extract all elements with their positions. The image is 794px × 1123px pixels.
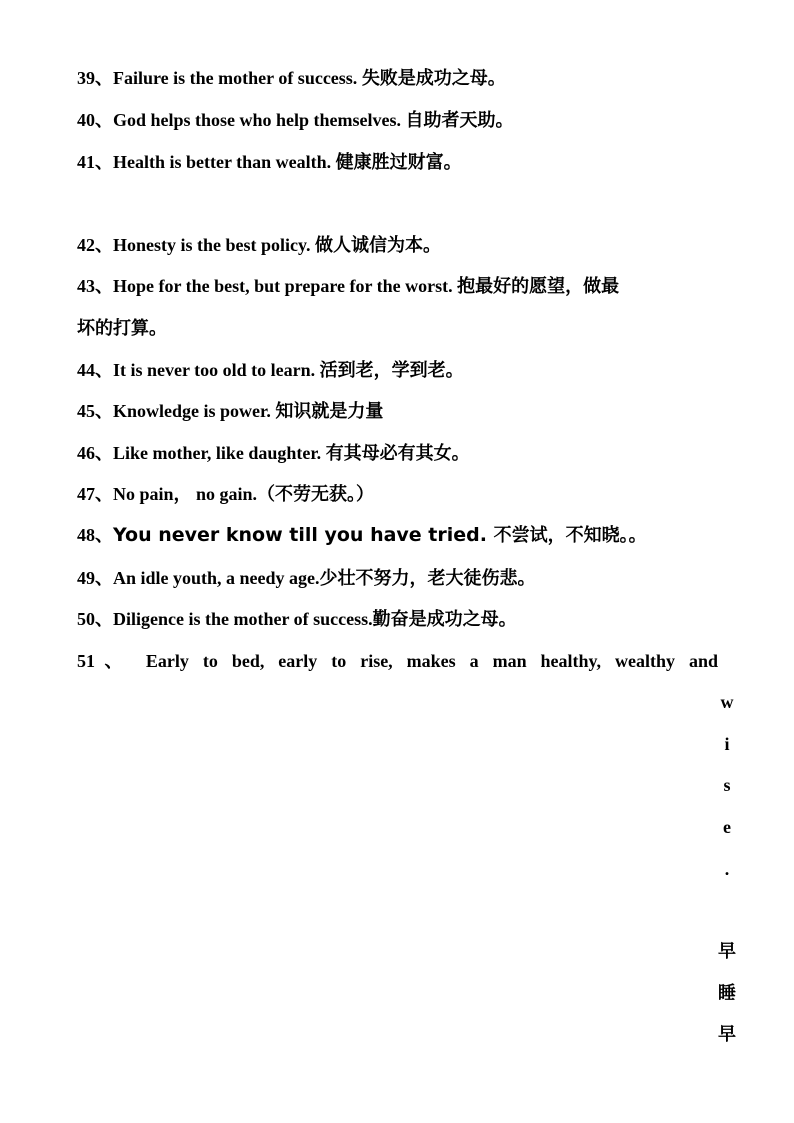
proverb-english: Health is better than wealth.	[113, 152, 336, 172]
proverb-english: God helps those who help themselves.	[113, 110, 406, 130]
proverb-chinese: 健康胜过财富。	[335, 152, 462, 172]
proverb-chinese: 活到老，学到老。	[319, 360, 464, 380]
proverb-49	[77, 566, 536, 590]
proverb-english: Early to bed, early to rise, makes a man healthy, wealthy and	[145, 651, 719, 671]
proverb-number: 42、	[77, 235, 113, 255]
proverb-number: 46、	[77, 443, 113, 463]
proverb-english: Like mother, like daughter.	[113, 443, 326, 463]
proverb-39	[77, 66, 506, 90]
proverb-english: Knowledge is power.	[113, 401, 276, 421]
proverb-41	[77, 150, 462, 174]
proverb-english: An idle youth, a needy age.	[113, 568, 320, 588]
proverb-number: 40、	[77, 110, 113, 130]
proverb-number: 39、	[77, 68, 113, 88]
proverb-42	[77, 233, 441, 257]
vertical-char: w	[720, 692, 734, 712]
vertical-char: e	[723, 817, 731, 837]
proverb-chinese: 少壮不努力，老大徒伤悲。	[319, 568, 536, 588]
proverb-46	[77, 441, 470, 465]
proverb-chinese: 做人诚信为本。	[315, 235, 442, 255]
proverb-english: It is never too old to learn.	[113, 360, 320, 380]
proverb-45	[77, 399, 383, 423]
vertical-char: .	[724, 859, 730, 879]
proverb-english: Honesty is the best policy.	[113, 235, 316, 255]
proverb-50	[77, 607, 517, 631]
proverb-43-continuation	[77, 316, 167, 340]
proverb-chinese: 坏的打算。	[77, 318, 167, 338]
proverb-number: 44、	[77, 360, 113, 380]
proverb-number: 49、	[77, 568, 113, 588]
proverb-number: 43、	[77, 276, 113, 296]
proverb-number: 48、	[77, 525, 113, 545]
proverb-44	[77, 358, 464, 382]
proverb-number: 51、	[77, 651, 132, 671]
proverb-chinese: 有其母必有其女。	[325, 443, 470, 463]
vertical-char: 早	[718, 941, 736, 961]
proverb-number: 45、	[77, 401, 113, 421]
proverb-english: Failure is the mother of success.	[113, 68, 362, 88]
proverb-chinese: （不劳无获。）	[257, 484, 375, 504]
proverb-english: Hope for the best, but prepare for the worst.	[113, 276, 458, 296]
proverb-51	[77, 649, 718, 673]
proverb-47	[77, 482, 374, 506]
proverb-number: 47、	[77, 484, 113, 504]
proverb-chinese: 知识就是力量	[275, 401, 384, 421]
proverb-chinese: 不尝试，不知晓。。	[493, 525, 647, 545]
proverb-english: You never know till you have tried.	[113, 524, 494, 546]
proverb-40	[77, 108, 514, 132]
vertical-char: s	[723, 775, 731, 795]
vertical-char: i	[724, 734, 730, 754]
proverb-number: 50、	[77, 609, 113, 629]
proverb-48	[77, 523, 647, 547]
proverb-chinese: 自助者天助。	[405, 110, 514, 130]
proverb-chinese: 失败是成功之母。	[361, 68, 506, 88]
proverb-chinese: 勤奋是成功之母。	[372, 609, 517, 629]
proverb-chinese: 抱最好的愿望，做最	[457, 276, 620, 296]
proverb-english: Diligence is the mother of success.	[113, 609, 373, 629]
proverb-43	[77, 274, 619, 298]
vertical-char: 早	[718, 1024, 736, 1044]
proverb-number: 41、	[77, 152, 113, 172]
vertical-char: 睡	[718, 983, 736, 1003]
proverb-english: No pain， no gain.	[113, 484, 258, 504]
